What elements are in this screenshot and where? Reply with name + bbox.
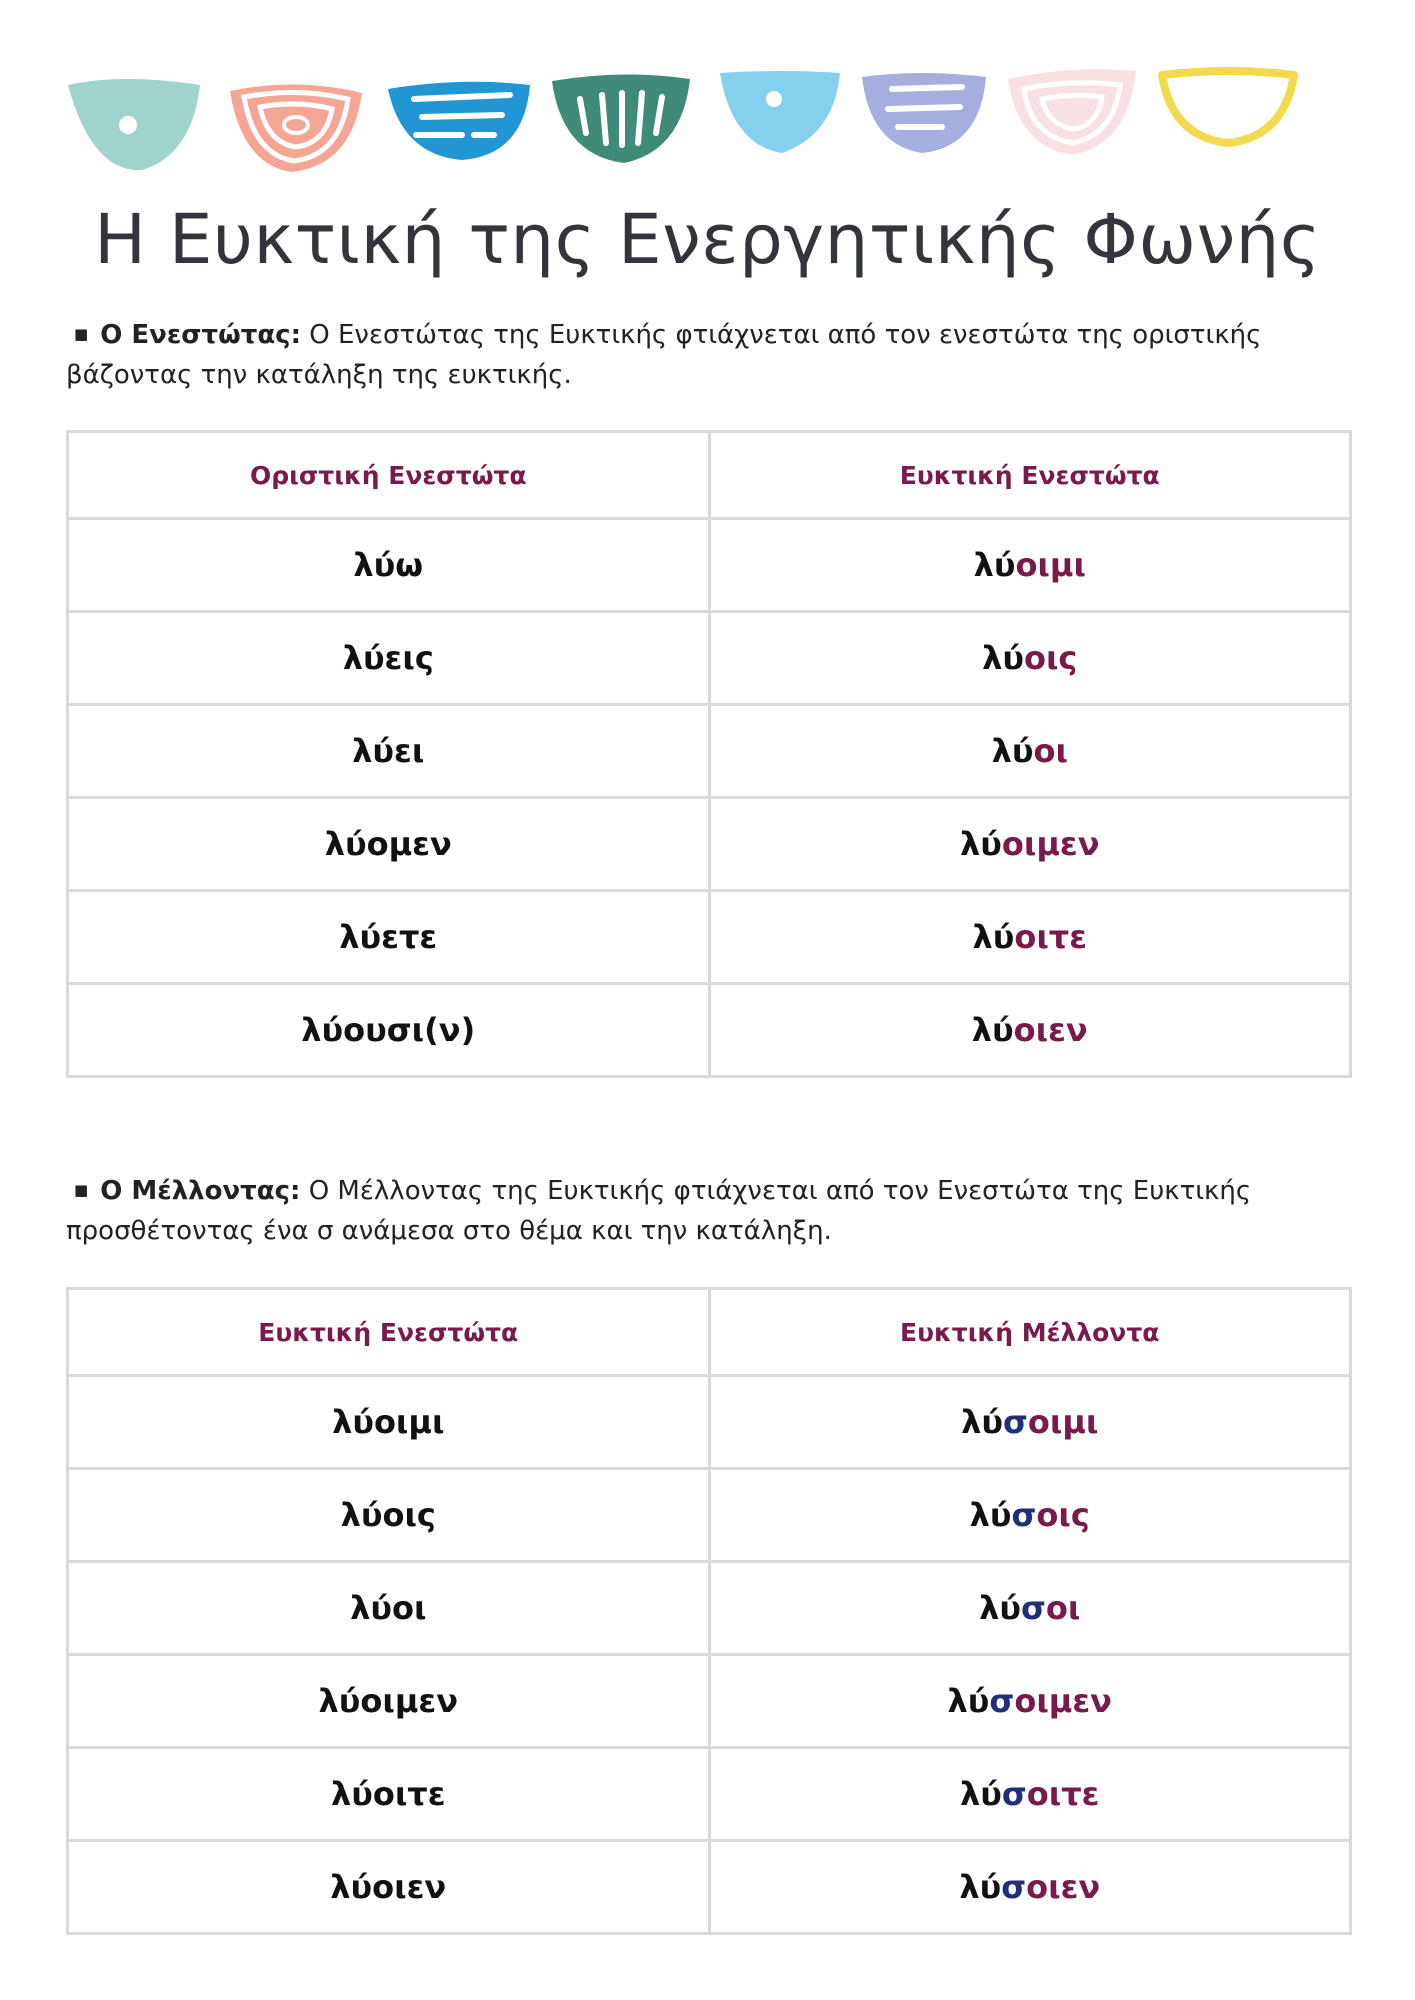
table-row — [68, 1562, 1351, 1655]
table-row — [68, 891, 1351, 984]
present-optative-form: λύοιεν — [68, 1841, 710, 1934]
table-row — [68, 705, 1351, 798]
decorative-bowls-banner — [62, 55, 1362, 185]
lavender-striped-bowl-icon — [862, 73, 986, 153]
optative-form — [709, 984, 1351, 1077]
indicative-form: λύω — [68, 519, 710, 612]
table-row — [68, 1469, 1351, 1562]
future-optative-form — [709, 1748, 1351, 1841]
ending: οιμι — [1015, 546, 1086, 584]
ending: οιμεν — [1014, 1682, 1112, 1720]
present-tense-term: Ο Ενεστώτας: — [100, 320, 301, 350]
optative-form — [709, 612, 1351, 705]
stem: λύ — [979, 1589, 1021, 1627]
stem: λύ — [982, 639, 1024, 677]
ending: οι — [1045, 1589, 1081, 1627]
present-optative-table — [66, 430, 1352, 1078]
bullet-icon: ■ — [74, 1181, 89, 1199]
table-row — [68, 612, 1351, 705]
present-optative-form: λύοι — [68, 1562, 710, 1655]
table-row — [68, 984, 1351, 1077]
stem: λύ — [972, 918, 1015, 956]
indicative-form: λύεις — [68, 612, 710, 705]
future-optative-form — [709, 1841, 1351, 1934]
ending: οις — [1036, 1496, 1090, 1534]
column-header: Οριστική Ενεστώτα — [68, 432, 710, 519]
table-row — [68, 1841, 1351, 1934]
future-optative-form — [709, 1655, 1351, 1748]
teal-lined-bowl-icon — [552, 74, 690, 163]
table-row — [68, 1748, 1351, 1841]
future-optative-form — [709, 1469, 1351, 1562]
ending: οιεν — [1026, 1868, 1101, 1906]
present-optative-form: λύοιμεν — [68, 1655, 710, 1748]
peach-spiral-bowl-icon — [230, 84, 362, 172]
indicative-form: λύει — [68, 705, 710, 798]
sigma-infix: σ — [1011, 1496, 1037, 1534]
present-tense-description — [66, 314, 1356, 395]
stem: λύ — [961, 1403, 1003, 1441]
column-header: Ευκτική Ενεστώτα — [709, 432, 1351, 519]
ending: οιεν — [1013, 1011, 1088, 1049]
ending: οιμι — [1027, 1403, 1099, 1441]
stem: λύ — [973, 546, 1016, 584]
stem: λύ — [971, 1011, 1014, 1049]
stem: λύ — [960, 825, 1002, 863]
ending: οι — [1033, 732, 1068, 770]
table-row — [68, 519, 1351, 612]
indicative-form: λύομεν — [68, 798, 710, 891]
yellow-outline-bowl-icon — [1162, 71, 1294, 143]
sage-bowl-icon — [68, 79, 200, 170]
stem: λύ — [969, 1496, 1012, 1534]
optative-form — [709, 705, 1351, 798]
table-row — [68, 1655, 1351, 1748]
stem: λύ — [959, 1868, 1002, 1906]
bowls-illustration — [62, 55, 1362, 185]
sigma-infix: σ — [1001, 1775, 1027, 1813]
future-optative-form — [709, 1562, 1351, 1655]
optative-form — [709, 891, 1351, 984]
page-title: Η Ευκτική της Ενεργητικής Φωνής — [94, 200, 1321, 280]
ending: οιμεν — [1001, 825, 1100, 863]
optative-form — [709, 798, 1351, 891]
optative-form — [709, 519, 1351, 612]
sigma-infix: σ — [1001, 1868, 1027, 1906]
present-optative-form: λύοιμι — [68, 1376, 710, 1469]
ending: οιτε — [1026, 1775, 1100, 1813]
indicative-form: λύετε — [68, 891, 710, 984]
light-blue-bowl-icon — [720, 71, 840, 153]
blue-striped-bowl-icon — [388, 82, 530, 160]
sigma-infix: σ — [1020, 1589, 1046, 1627]
ending: οιτε — [1014, 918, 1088, 956]
table-row — [68, 798, 1351, 891]
table-row — [68, 1376, 1351, 1469]
bullet-icon: ■ — [74, 325, 89, 343]
sigma-infix: σ — [989, 1682, 1015, 1720]
future-tense-term: Ο Μέλλοντας: — [100, 1176, 301, 1206]
stem: λύ — [947, 1682, 990, 1720]
ending: οις — [1023, 639, 1078, 677]
table-header-row — [68, 432, 1351, 519]
pale-pink-spiral-bowl-icon — [1008, 69, 1136, 155]
column-header: Ευκτική Μέλλοντα — [709, 1289, 1351, 1376]
stem: λύ — [960, 1775, 1002, 1813]
future-optative-form — [709, 1376, 1351, 1469]
future-tense-text: Ο Μέλλοντας της Ευκτικής φτιάχνεται από τον Ενεστώτα της Ευκτικής προσθέτοντας ένα σ ανάμεσα στο θέμα και την κατάληξη. — [66, 1176, 1252, 1246]
present-optative-form: λύοις — [68, 1469, 710, 1562]
present-tense-text: Ο Ενεστώτας της Ευκτικής φτιάχνεται από τον ενεστώτα της οριστικής βάζοντας την κατάληξη της ευκτικής. — [66, 320, 1262, 390]
stem: λύ — [991, 732, 1034, 770]
sigma-infix: σ — [1002, 1403, 1028, 1441]
column-header: Ευκτική Ενεστώτα — [68, 1289, 710, 1376]
present-optative-form: λύοιτε — [68, 1748, 710, 1841]
indicative-form: λύουσι(ν) — [68, 984, 710, 1077]
table-header-row — [68, 1289, 1351, 1376]
future-optative-table — [66, 1287, 1352, 1935]
future-tense-description — [66, 1170, 1356, 1251]
